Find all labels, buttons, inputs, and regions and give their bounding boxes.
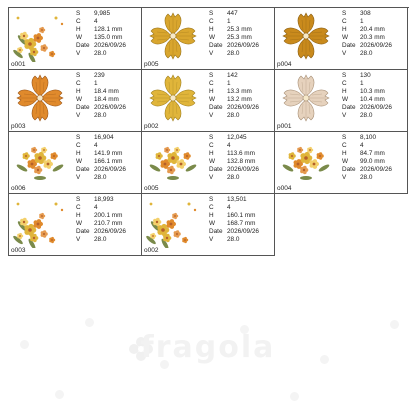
stat-value-colors: 4 — [94, 18, 98, 25]
stat-value-width: 13.2 mm — [227, 96, 252, 103]
flower-spray-icon — [145, 134, 201, 186]
design-id: o001 — [11, 60, 26, 68]
stat-value-stitches: 13,501 — [227, 196, 247, 203]
small-cluster-icon — [278, 134, 334, 186]
design-stats — [209, 10, 259, 58]
stat-label-stitches: S — [209, 134, 214, 141]
stat-label-date: Date — [76, 104, 90, 111]
stat-row-width — [342, 158, 392, 166]
design-card[interactable] — [275, 132, 408, 194]
design-id: p001 — [277, 122, 292, 130]
design-id: o002 — [144, 246, 159, 254]
stat-row-date — [209, 228, 259, 236]
stat-label-date: Date — [342, 166, 356, 173]
stat-row-height — [76, 26, 126, 34]
stat-row-width — [76, 34, 126, 42]
yellow-petal-icon — [145, 72, 201, 124]
stat-value-width: 20.3 mm — [360, 34, 385, 41]
stat-row-colors — [209, 204, 259, 212]
stat-value-colors: 1 — [360, 80, 364, 87]
stat-label-height: H — [342, 88, 347, 95]
stat-label-date: Date — [342, 104, 356, 111]
stat-label-height: H — [76, 26, 81, 33]
design-stats — [342, 134, 392, 182]
stat-row-width — [76, 96, 126, 104]
stat-row-height — [209, 26, 259, 34]
stat-value-date: 2026/09/26 — [94, 42, 126, 49]
stat-label-height: H — [76, 150, 81, 157]
stat-label-colors: C — [76, 142, 81, 149]
design-card[interactable] — [275, 70, 408, 132]
stat-value-height: 20.4 mm — [360, 26, 385, 33]
stat-row-colors — [76, 18, 126, 26]
design-id: p004 — [277, 60, 292, 68]
stat-value-width: 168.7 mm — [227, 220, 256, 227]
stat-row-colors — [342, 80, 392, 88]
stat-value-height: 128.1 mm — [94, 26, 123, 33]
stat-label-width: W — [209, 96, 216, 103]
stat-label-date: Date — [76, 228, 90, 235]
stat-value-height: 13.3 mm — [227, 88, 252, 95]
stat-row-version — [342, 174, 392, 182]
design-stats — [76, 196, 126, 244]
design-stats — [76, 10, 126, 58]
corner-flower-icon — [12, 10, 68, 62]
stat-label-colors: C — [342, 18, 347, 25]
stat-label-stitches: S — [342, 10, 347, 17]
stat-row-stitches — [342, 134, 392, 142]
stat-row-colors — [209, 18, 259, 26]
stat-label-version: V — [209, 112, 214, 119]
amber-petal-icon — [278, 10, 334, 62]
stat-label-version: V — [342, 112, 347, 119]
stat-value-stitches: 308 — [360, 10, 371, 17]
stat-value-stitches: 239 — [94, 72, 105, 79]
stat-value-colors: 4 — [227, 142, 231, 149]
stat-value-date: 2026/09/26 — [227, 42, 259, 49]
stat-value-colors: 1 — [227, 80, 231, 87]
orange-petal-icon — [12, 72, 68, 124]
stat-row-height — [209, 212, 259, 220]
design-id: o005 — [144, 184, 159, 192]
stat-label-width: W — [76, 220, 83, 227]
stat-value-date: 2026/09/26 — [227, 166, 259, 173]
gold-petal-icon — [145, 10, 201, 62]
watermark-text: fragola — [140, 330, 276, 365]
stat-value-date: 2026/09/26 — [360, 166, 392, 173]
stat-label-stitches: S — [209, 72, 214, 79]
stat-label-version: V — [209, 174, 214, 181]
stat-value-version: 28.0 — [94, 50, 107, 57]
stat-label-colors: C — [76, 80, 81, 87]
stat-label-height: H — [342, 150, 347, 157]
stat-value-stitches: 8,100 — [360, 134, 376, 141]
stat-label-stitches: S — [76, 134, 81, 141]
stat-label-colors: C — [76, 18, 81, 25]
stat-label-height: H — [76, 88, 81, 95]
stat-value-stitches: 9,985 — [94, 10, 110, 17]
stat-value-width: 25.3 mm — [227, 34, 252, 41]
stat-value-colors: 4 — [94, 142, 98, 149]
stat-value-colors: 1 — [94, 80, 98, 87]
design-stats — [76, 134, 126, 182]
stat-value-width: 99.0 mm — [360, 158, 385, 165]
stat-row-version — [76, 50, 126, 58]
stat-value-colors: 4 — [227, 204, 231, 211]
stat-row-date — [76, 104, 126, 112]
stat-value-height: 113.6 mm — [227, 150, 255, 157]
stat-label-height: H — [209, 26, 214, 33]
stat-label-version: V — [342, 50, 347, 57]
stat-label-colors: C — [342, 80, 347, 87]
stat-value-height: 25.3 mm — [227, 26, 252, 33]
stat-row-version — [209, 112, 259, 120]
stat-row-width — [209, 34, 259, 42]
stat-row-stitches — [342, 10, 392, 18]
stat-value-version: 28.0 — [94, 236, 107, 243]
stat-label-height: H — [209, 88, 214, 95]
stat-label-width: W — [76, 96, 83, 103]
stat-row-width — [342, 96, 392, 104]
stat-value-version: 28.0 — [360, 174, 373, 181]
stat-label-colors: C — [209, 142, 214, 149]
stat-row-date — [76, 42, 126, 50]
stat-value-stitches: 16,904 — [94, 134, 114, 141]
stat-row-colors — [342, 142, 392, 150]
stat-row-height — [209, 150, 259, 158]
stat-value-width: 166.1 mm — [94, 158, 123, 165]
stat-label-colors: C — [76, 204, 81, 211]
design-stats — [209, 196, 259, 244]
stat-label-colors: C — [342, 142, 347, 149]
stat-row-width — [76, 158, 126, 166]
stat-row-version — [76, 112, 126, 120]
stat-label-version: V — [76, 50, 81, 57]
stat-label-width: W — [209, 220, 216, 227]
stat-label-date: Date — [342, 42, 356, 49]
stat-value-version: 28.0 — [360, 50, 373, 57]
design-id: o003 — [11, 246, 26, 254]
stat-label-stitches: S — [209, 196, 214, 203]
stat-value-height: 84.7 mm — [360, 150, 385, 157]
stat-label-stitches: S — [342, 72, 347, 79]
stat-row-version — [342, 112, 392, 120]
stat-label-date: Date — [209, 104, 223, 111]
stat-label-width: W — [342, 96, 349, 103]
stat-row-colors — [342, 18, 392, 26]
flower-cluster-icon — [12, 134, 68, 186]
stat-label-width: W — [76, 34, 83, 41]
design-id: o006 — [11, 184, 26, 192]
stat-label-width: W — [342, 158, 349, 165]
stat-value-stitches: 130 — [360, 72, 371, 79]
design-card[interactable] — [275, 8, 408, 70]
stat-label-height: H — [76, 212, 81, 219]
stat-row-version — [76, 236, 126, 244]
stat-row-colors — [76, 142, 126, 150]
stat-row-date — [342, 104, 392, 112]
stat-value-stitches: 142 — [227, 72, 238, 79]
stat-value-version: 28.0 — [227, 112, 240, 119]
stat-value-colors: 1 — [360, 18, 364, 25]
stat-label-date: Date — [209, 166, 223, 173]
stat-value-width: 210.7 mm — [94, 220, 123, 227]
design-id: p005 — [144, 60, 159, 68]
large-corner-icon — [12, 196, 68, 248]
design-stats — [209, 134, 259, 182]
stat-row-colors — [209, 142, 259, 150]
stat-row-width — [209, 220, 259, 228]
stat-row-width — [342, 34, 392, 42]
stat-row-height — [76, 150, 126, 158]
stat-label-width: W — [209, 34, 216, 41]
stat-row-date — [342, 42, 392, 50]
stat-value-height: 200.1 mm — [94, 212, 123, 219]
stat-value-date: 2026/09/26 — [94, 228, 126, 235]
stat-row-colors — [76, 80, 126, 88]
stat-value-width: 10.4 mm — [360, 96, 385, 103]
stat-row-date — [209, 166, 259, 174]
stat-label-colors: C — [209, 204, 214, 211]
design-id: o004 — [277, 184, 292, 192]
stat-value-stitches: 12,045 — [227, 134, 247, 141]
stat-label-date: Date — [76, 166, 90, 173]
stat-row-stitches — [209, 72, 259, 80]
stat-row-stitches — [209, 196, 259, 204]
design-id: p003 — [11, 122, 26, 130]
design-stats — [342, 10, 392, 58]
stat-row-width — [209, 158, 259, 166]
stat-value-width: 135.0 mm — [94, 34, 123, 41]
stat-row-stitches — [76, 134, 126, 142]
design-card[interactable] — [142, 8, 275, 70]
stat-label-width: W — [209, 158, 216, 165]
stat-row-version — [209, 236, 259, 244]
stat-value-colors: 4 — [360, 142, 364, 149]
design-stats — [76, 72, 126, 120]
stat-value-height: 160.1 mm — [227, 212, 256, 219]
stat-row-version — [76, 174, 126, 182]
stat-row-height — [76, 212, 126, 220]
stat-label-height: H — [342, 26, 347, 33]
stat-row-version — [342, 50, 392, 58]
stat-value-date: 2026/09/26 — [227, 104, 259, 111]
stat-row-date — [342, 166, 392, 174]
design-stats — [342, 72, 392, 120]
design-card[interactable] — [9, 194, 142, 256]
stat-row-date — [76, 228, 126, 236]
stat-value-colors: 4 — [94, 204, 98, 211]
stat-row-date — [209, 42, 259, 50]
stat-label-version: V — [209, 236, 214, 243]
stat-value-date: 2026/09/26 — [360, 104, 392, 111]
design-card[interactable] — [142, 132, 275, 194]
design-card[interactable] — [142, 194, 275, 256]
stat-label-width: W — [76, 158, 83, 165]
stat-value-width: 18.4 mm — [94, 96, 119, 103]
stat-value-version: 28.0 — [94, 174, 107, 181]
stat-label-date: Date — [76, 42, 90, 49]
stat-value-width: 132.8 mm — [227, 158, 256, 165]
design-catalog-grid — [8, 7, 409, 256]
stat-row-version — [209, 50, 259, 58]
stat-value-date: 2026/09/26 — [94, 104, 126, 111]
stat-label-date: Date — [209, 42, 223, 49]
stat-value-colors: 1 — [227, 18, 231, 25]
beige-petal-icon — [278, 72, 334, 124]
stat-row-width — [76, 220, 126, 228]
stat-label-stitches: S — [76, 72, 81, 79]
stat-row-height — [342, 88, 392, 96]
design-stats — [209, 72, 259, 120]
stat-label-width: W — [342, 34, 349, 41]
stat-row-date — [76, 166, 126, 174]
stat-label-date: Date — [209, 228, 223, 235]
stat-value-version: 28.0 — [227, 236, 240, 243]
stat-value-date: 2026/09/26 — [94, 166, 126, 173]
stat-value-version: 28.0 — [360, 112, 373, 119]
stat-label-height: H — [209, 150, 214, 157]
corner-spray-icon — [145, 196, 201, 248]
stat-value-version: 28.0 — [227, 50, 240, 57]
stat-row-date — [209, 104, 259, 112]
stat-label-stitches: S — [76, 196, 81, 203]
stat-label-version: V — [342, 174, 347, 181]
stat-label-height: H — [209, 212, 214, 219]
stat-value-date: 2026/09/26 — [227, 228, 259, 235]
stat-row-height — [342, 150, 392, 158]
design-card[interactable] — [9, 132, 142, 194]
stat-label-colors: C — [209, 18, 214, 25]
design-card[interactable] — [9, 70, 142, 132]
stat-label-version: V — [76, 236, 81, 243]
stat-row-stitches — [76, 196, 126, 204]
stat-value-date: 2026/09/26 — [360, 42, 392, 49]
stat-row-height — [209, 88, 259, 96]
stat-label-stitches: S — [209, 10, 214, 17]
stat-label-version: V — [76, 174, 81, 181]
stat-row-colors — [209, 80, 259, 88]
stat-row-colors — [76, 204, 126, 212]
stat-label-colors: C — [209, 80, 214, 87]
stat-row-height — [76, 88, 126, 96]
stat-label-stitches: S — [342, 134, 347, 141]
stat-row-width — [209, 96, 259, 104]
stat-value-version: 28.0 — [227, 174, 240, 181]
design-card[interactable] — [9, 8, 142, 70]
stat-label-version: V — [209, 50, 214, 57]
design-id: p002 — [144, 122, 159, 130]
design-card[interactable] — [142, 70, 275, 132]
stat-value-version: 28.0 — [94, 112, 107, 119]
stat-row-stitches — [209, 10, 259, 18]
stat-value-height: 18.4 mm — [94, 88, 119, 95]
stat-label-stitches: S — [76, 10, 81, 17]
stat-value-height: 10.3 mm — [360, 88, 385, 95]
stat-value-stitches: 18,993 — [94, 196, 114, 203]
stat-row-height — [342, 26, 392, 34]
stat-row-stitches — [209, 134, 259, 142]
stat-row-stitches — [342, 72, 392, 80]
stat-row-version — [209, 174, 259, 182]
stat-row-stitches — [76, 10, 126, 18]
stat-value-stitches: 447 — [227, 10, 238, 17]
stat-value-height: 141.9 mm — [94, 150, 123, 157]
stat-row-stitches — [76, 72, 126, 80]
stat-label-version: V — [76, 112, 81, 119]
